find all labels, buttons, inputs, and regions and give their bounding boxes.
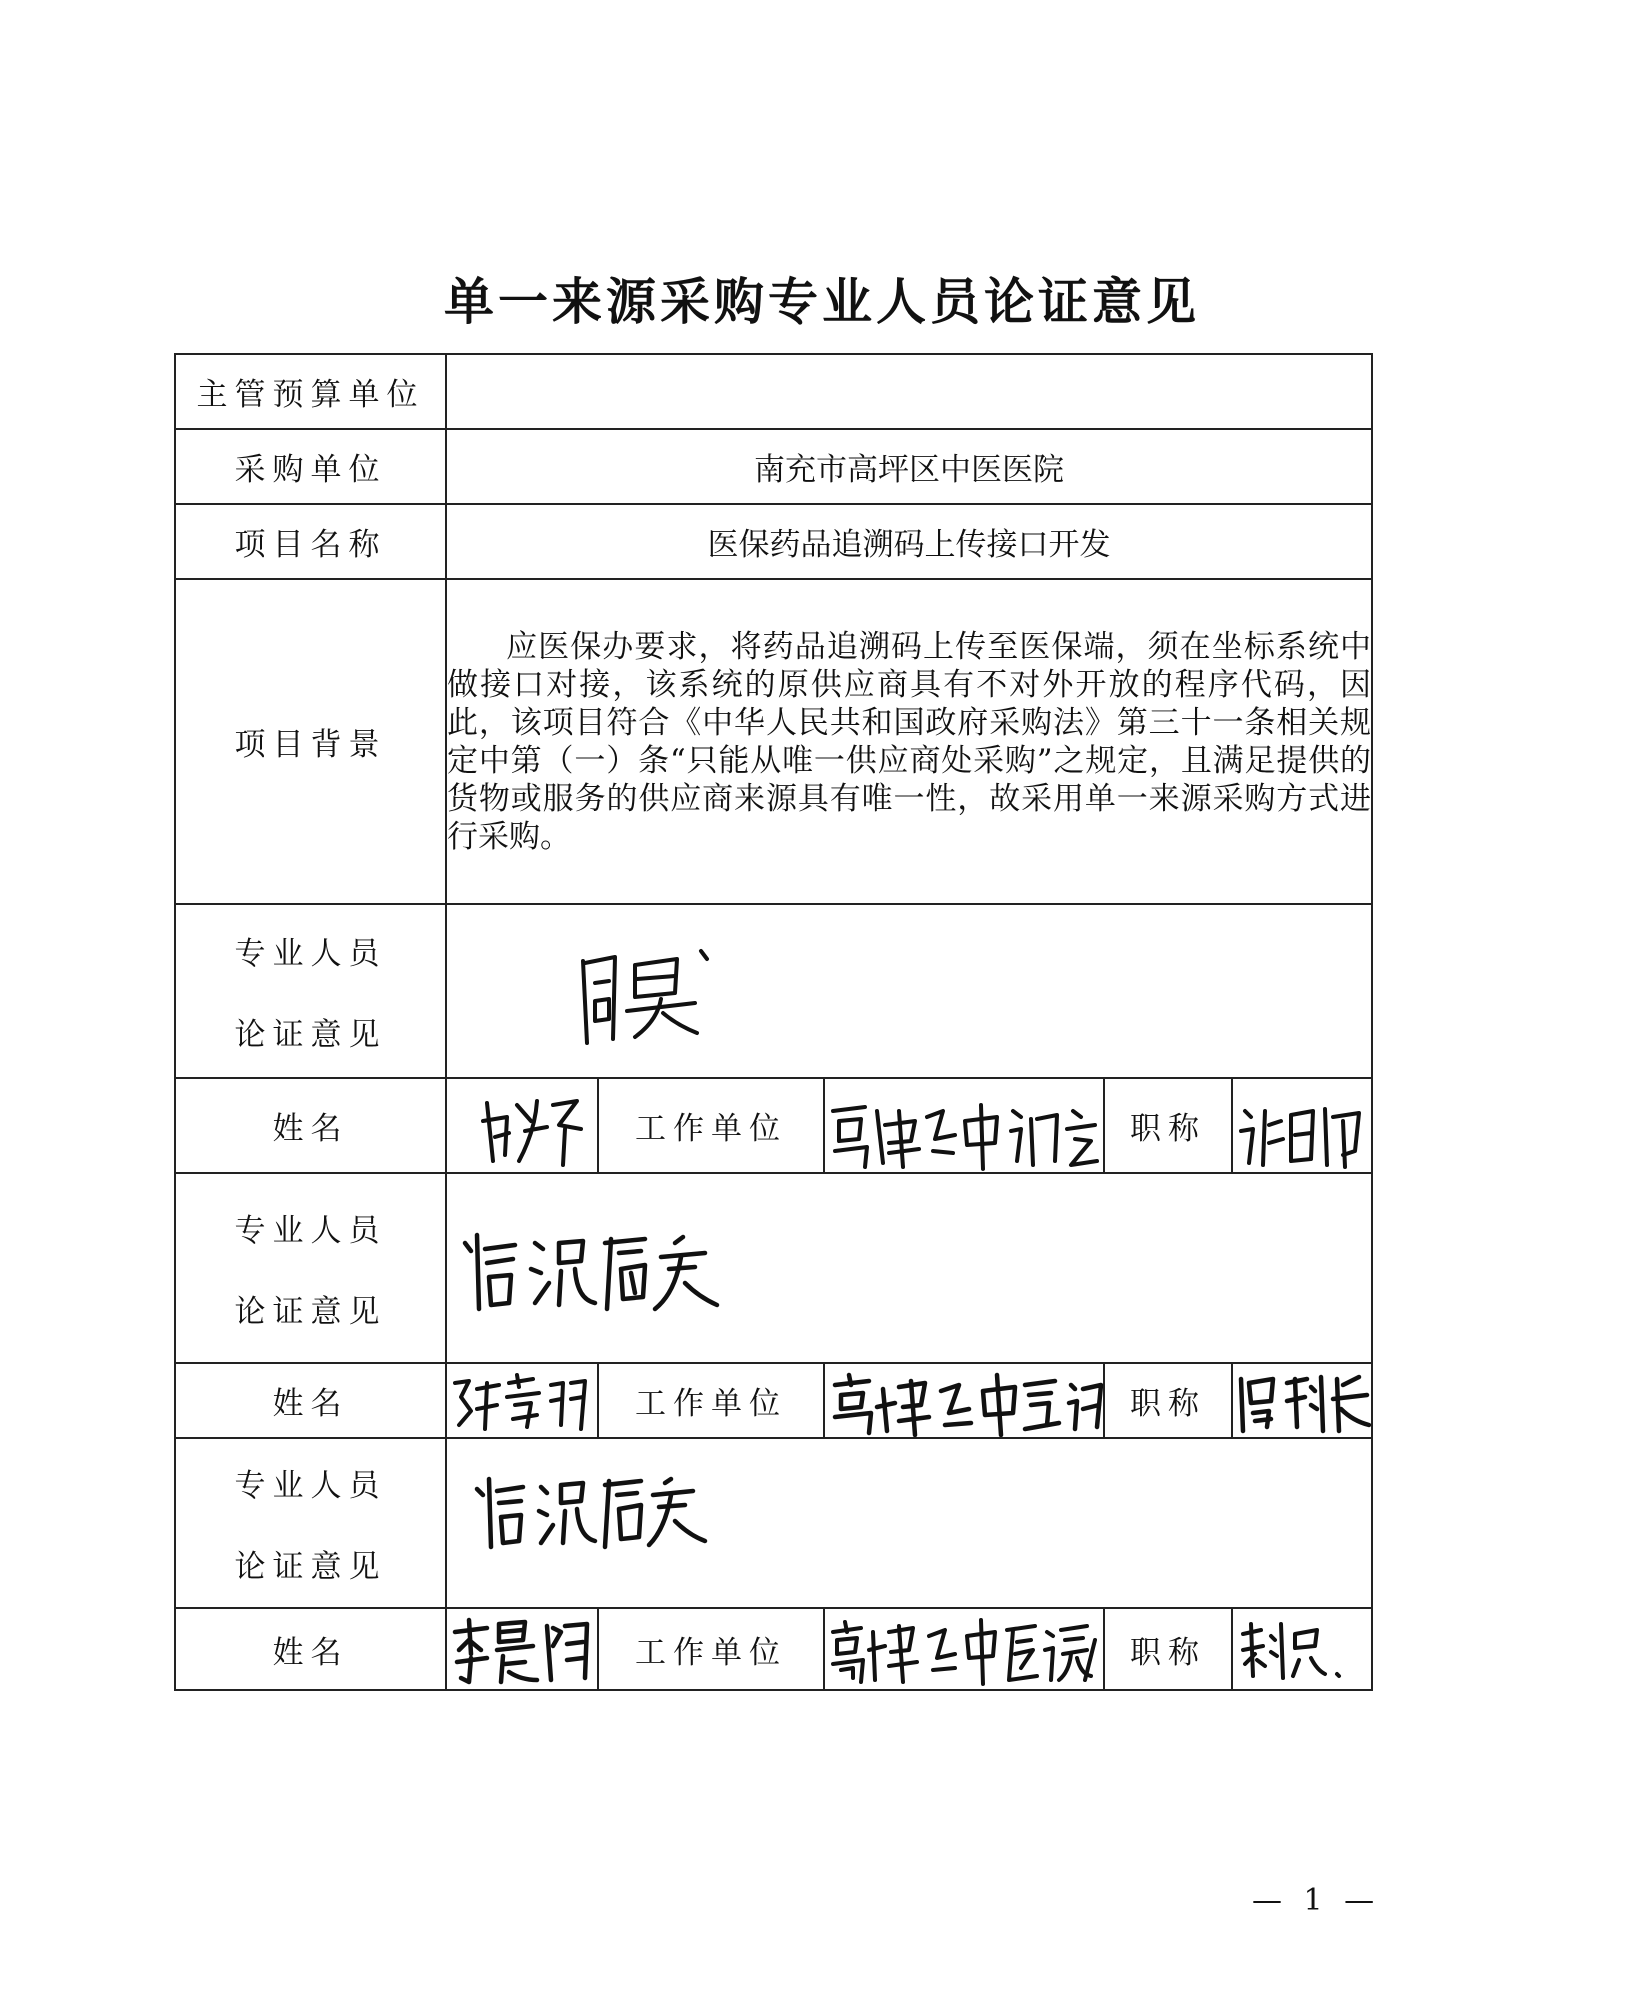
label-line-1: 专业人员 <box>234 1213 387 1249</box>
expert2-title-signature <box>1232 1363 1372 1438</box>
label-expert2-work-unit: 工作单位 <box>598 1363 824 1438</box>
value-project-name: 医保药品追溯码上传接口开发 <box>446 504 1372 579</box>
document-title: 单一来源采购专业人员论证意见 <box>444 273 1200 331</box>
label-expert1-work-unit: 工作单位 <box>598 1078 824 1173</box>
label-line-1: 专业人员 <box>234 1468 387 1504</box>
label-expert3-work-unit: 工作单位 <box>598 1608 824 1690</box>
label-expert3-opinion <box>175 1438 446 1608</box>
row-expert3-info <box>175 1608 1372 1690</box>
handwriting-work-unit-2 <box>825 1365 1105 1437</box>
row-project-name <box>175 504 1372 579</box>
label-expert3-title: 职称 <box>1104 1608 1232 1690</box>
handwriting-qingkuangshushi-1 <box>455 1213 735 1323</box>
row-background <box>175 579 1372 904</box>
handwriting-title-2 <box>1233 1365 1373 1437</box>
label-line-2: 论证意见 <box>234 1017 387 1053</box>
page-number: — 1 — <box>1252 1883 1381 1918</box>
label-expert1-name: 姓名 <box>175 1078 446 1173</box>
argument-form-table <box>174 353 1373 1691</box>
handwriting-title-1 <box>1233 1081 1373 1171</box>
label-line-2: 论证意见 <box>234 1549 387 1585</box>
handwriting-qingkuangshushi-2 <box>469 1459 709 1559</box>
label-expert2-name: 姓名 <box>175 1363 446 1438</box>
expert1-name-signature <box>446 1078 598 1173</box>
expert1-title-signature <box>1232 1078 1372 1173</box>
expert2-work-unit-signature <box>824 1363 1104 1438</box>
value-purchaser: 南充市高坪区中医医院 <box>446 429 1372 504</box>
handwriting-name-chenrongli <box>447 1365 597 1437</box>
value-budget-unit <box>446 354 1372 429</box>
handwriting-work-unit-1 <box>825 1081 1105 1171</box>
row-expert1-info <box>175 1078 1372 1173</box>
label-expert2-title: 职称 <box>1104 1363 1232 1438</box>
expert3-work-unit-signature <box>824 1608 1104 1690</box>
handwriting-title-3 <box>1233 1610 1373 1688</box>
row-expert1-opinion <box>175 904 1372 1078</box>
label-line-2: 论证意见 <box>234 1294 387 1330</box>
expert2-name-signature <box>446 1363 598 1438</box>
label-line-1: 专业人员 <box>234 936 387 972</box>
label-project-name: 项目名称 <box>175 504 446 579</box>
expert2-opinion-signature <box>446 1173 1372 1363</box>
handwriting-tongyi <box>565 921 765 1061</box>
label-expert3-name: 姓名 <box>175 1608 446 1690</box>
row-expert2-info <box>175 1363 1372 1438</box>
label-expert1-opinion <box>175 904 446 1078</box>
label-background: 项目背景 <box>175 579 446 904</box>
expert3-opinion-signature <box>446 1438 1372 1608</box>
expert3-name-signature <box>446 1608 598 1690</box>
expert1-opinion-signature <box>446 904 1372 1078</box>
expert3-title-signature <box>1232 1608 1372 1690</box>
row-budget-unit <box>175 354 1372 429</box>
label-purchaser: 采购单位 <box>175 429 446 504</box>
expert1-work-unit-signature <box>824 1078 1104 1173</box>
value-background <box>446 579 1372 904</box>
label-budget-unit: 主管预算单位 <box>175 354 446 429</box>
handwriting-name-lichenyang <box>447 1610 597 1688</box>
handwriting-work-unit-3 <box>825 1610 1105 1688</box>
row-purchaser <box>175 429 1372 504</box>
background-text: 应医保办要求，将药品追溯码上传至医保端，须在坐标系统中做接口对接，该系统的原供应商具有不对外开放的程序代码，因此，该项目符合《中华人民共和国政府采购法》第三十一条相关规定中第（一）条“只能从唯一供应商处采购”之规定，且满足提供的货物或服务的供应商来源具有唯一性，故采用单一来源采购方式进行采购。 <box>447 628 1372 855</box>
label-expert1-title: 职称 <box>1104 1078 1232 1173</box>
label-expert2-opinion <box>175 1173 446 1363</box>
row-expert2-opinion <box>175 1173 1372 1363</box>
handwriting-name-yinyang <box>447 1081 597 1171</box>
row-expert3-opinion <box>175 1438 1372 1608</box>
